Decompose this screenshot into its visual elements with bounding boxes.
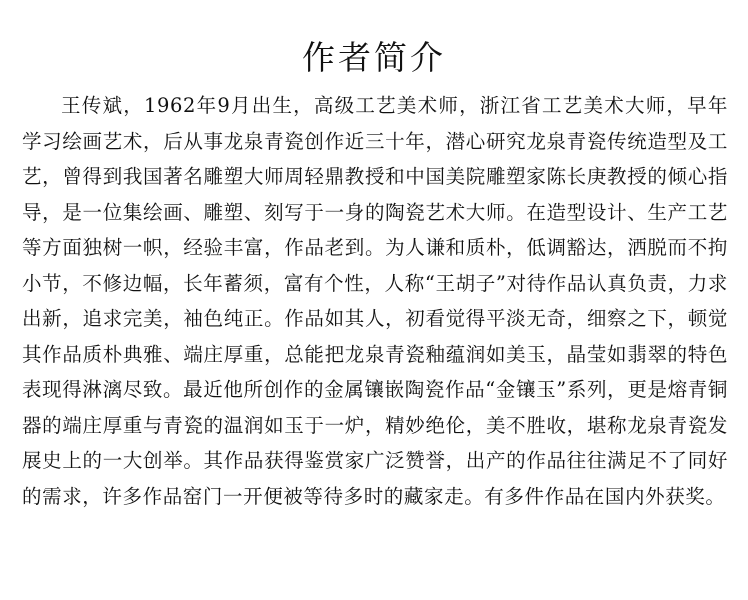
page-title: 作者简介 — [302, 38, 446, 78]
author-bio-paragraph: 王传斌，1962年9月出生，高级工艺美术师，浙江省工艺美术大师，早年学习绘画艺术，后从事龙泉青瓷创作近三十年，潜心研究龙泉青瓷传统造型及工艺，曾得到我国著名雕塑大师周轻鼎教授和中国美院雕塑家陈长庚教授的倾心指导，是一位集绘画、雕塑、刻写于一身的陶瓷艺术大师。在造型设计、生产工艺等方面独树一帜，经验丰富，作品老到。为人谦和质朴，低调豁达，洒脱而不拘小节，不修边幅，长年蓄须，富有个性，人称“王胡子”对待作品认真负责，力求出新，追求完美，袖色纯正。作品如其人，初看觉得平淡无奇，细察之下，顿觉其作品质朴典雅、端庄厚重，总能把龙泉青瓷釉蕴润如美玉，晶莹如翡翠的特色表现得淋漓尽致。最近他所创作的金属镶嵌陶瓷作品“金镶玉”系列，更是熔青铜器的端庄厚重与青瓷的温润如玉于一炉，精妙绝伦，美不胜收，堪称龙泉青瓷发展史上的一大创举。其作品获得鉴赏家广泛赞誉，出产的作品往往满足不了同好的需求，许多作品窑门一开便被等待多时的藏家走。有多件作品在国内外获奖。 — [22, 94, 728, 508]
